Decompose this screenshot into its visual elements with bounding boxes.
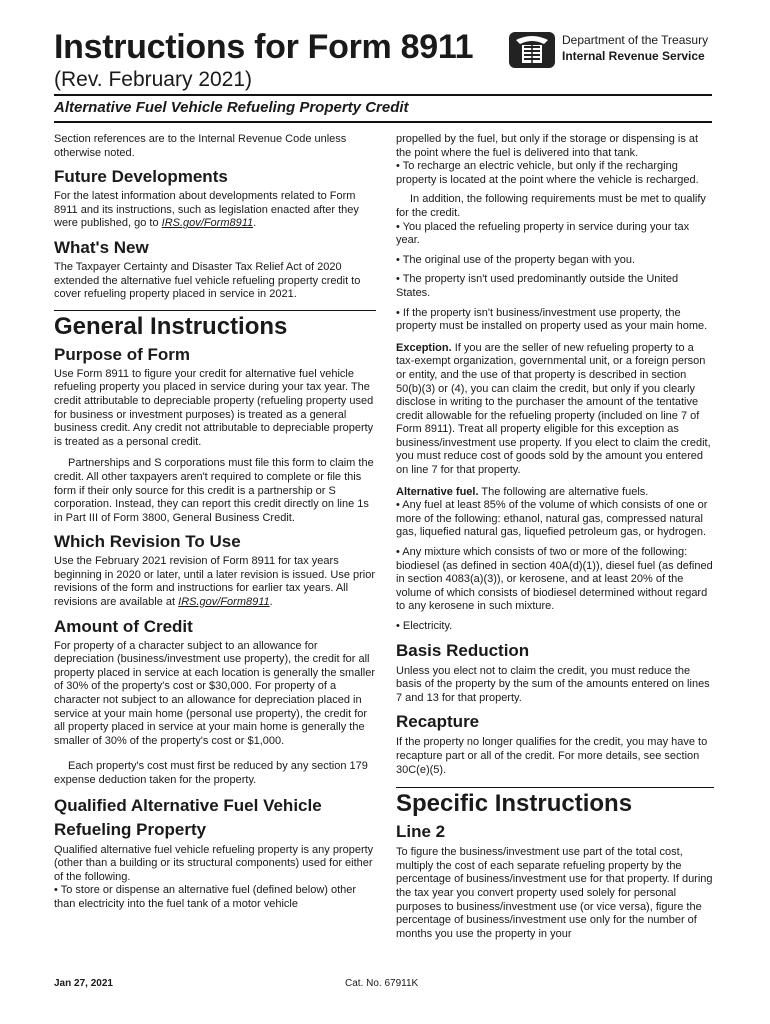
- intro-paragraph: Section references are to the Internal Revenue Code unless otherwise noted.: [54, 133, 347, 159]
- alternative-fuel-paragraph: Alternative fuel. The following are alternative fuels.: [396, 485, 649, 498]
- amount-paragraph-1: For property of a character subject to an allowance for depreciation (business/investment use property), the credit for all property placed in service at each location is generally the smaller of 30% of the property's cost or $30,000. For property of a character not subject to an allowance for depreciation placed in service at your main home (personal use property), the credit for all property placed in service at your main home is generally the smaller of 30% of the property's cost or $1,000.: [54, 639, 375, 747]
- line-2-paragraph: To figure the business/investment use part of the total cost, multiply the cost of each separate refueling property by the percentage of business/investment use for that property. If during the tax year you convert property used solely for personal purposes to business/investment use (or vice versa), figure the percentage of business/investment use only for the number of months you use the property in your: [396, 846, 713, 940]
- irs-form8911-link[interactable]: IRS.gov/Form8911: [161, 217, 254, 230]
- heading-which-revision: Which Revision To Use: [54, 532, 241, 552]
- left-column: [54, 133, 376, 918]
- requirement-bullet-1: • You placed the refueling property in service during your tax year.: [396, 220, 690, 247]
- right-column: [396, 133, 714, 947]
- heading-purpose-of-form: Purpose of Form: [54, 344, 191, 364]
- heading-basis-reduction: Basis Reduction: [396, 640, 530, 660]
- basis-reduction-paragraph: Unless you elect not to claim the credit, you must reduce the basis of the property by the sum of the amounts entered on lines 7 and 13 for that property.: [396, 664, 710, 704]
- revision-date: (Rev. February 2021): [54, 68, 253, 91]
- alternative-fuel-bullet-2: • Any mixture which consists of two or more of the following: biodiesel (as defined in section 40A(d)(1)), diesel fuel (as defined in section 4083(a)(3)), or kerosene, and at least 20% of the volume of which consists of biodiesel determined without regard to any kerosene in such mixture.: [396, 546, 713, 613]
- agency-irs: Internal Revenue Service: [562, 49, 705, 63]
- document-subtitle: Alternative Fuel Vehicle Refueling Property Credit: [54, 99, 409, 116]
- purpose-paragraph-2: Partnerships and S corporations must file this form to claim the credit. All other taxpayers aren't required to complete or file this form if their only source for this credit is a partnership or S corporation. Instead, they can report this credit directly on line 1s in Part III of Form 3800, General Business Credit.: [54, 457, 374, 524]
- heading-general-instructions: General Instructions: [54, 312, 288, 340]
- exception-paragraph: Exception. If you are the seller of new refueling property to a tax-exempt organization, governmental unit, or a foreign person or entity, and the use of that property is described in section 50(b)(3) or (4), you can claim the credit, but only if you clearly disclose in writing to the purchaser the amount of the tentative credit allowable for the refueling property (included on line 7 of Form 8911). Treat all property eligible for this exception as business/investment use property. If you elect to claim the credit, you must reduce cost of goods sold by the amount you entered on line 7 for that property.: [396, 341, 711, 477]
- qualified-property-paragraph: Qualified alternative fuel vehicle refueling property is any property (other than a building or its structural components) used for either of the following.: [54, 843, 374, 883]
- alternative-fuel-bullet-3: • Electricity.: [396, 620, 453, 632]
- irs-form8911-link-2[interactable]: IRS.gov/Form8911: [178, 596, 270, 609]
- section-rule: [54, 310, 376, 311]
- header-rule-top: [54, 94, 712, 96]
- which-revision-paragraph: Use the February 2021 revision of Form 8911 for tax years beginning in 2020 or later, until a later revision is issued. Use prior revisions of the form and instructions for earlier tax years. All revisions are available at IRS.gov/Form8911.: [54, 555, 376, 609]
- qualified-bullet-2: • To recharge an electric vehicle, but only if the recharging property is located at the point where the vehicle is recharged.: [396, 160, 699, 186]
- irs-eagle-logo-icon: [508, 30, 556, 70]
- heading-future-developments: Future Developments: [54, 167, 228, 187]
- exception-label: Exception.: [396, 341, 452, 354]
- alternative-fuel-label: Alternative fuel.: [396, 485, 479, 498]
- amount-paragraph-2: Each property's cost must first be reduced by any section 179 expense deduction taken for the property.: [54, 760, 368, 786]
- future-developments-paragraph: For the latest information about developments related to Form 8911 and its instructions, such as legislation enacted after they were published, go to IRS.gov/Form8911.: [54, 190, 359, 230]
- section-rule-2: [396, 787, 714, 788]
- qualified-bullet-1: • To store or dispense an alternative fuel (defined below) other than electricity into the fuel tank of a motor vehicle: [54, 884, 357, 910]
- continued-paragraph: propelled by the fuel, but only if the storage or dispensing is at the point where the fuel is delivered into that tank.: [396, 133, 699, 159]
- requirements-paragraph: In addition, the following requirements must be met to qualify for the credit.: [396, 193, 706, 219]
- requirement-bullet-4: • If the property isn't business/investment use property, the property must be installed on property used as your main home.: [396, 306, 708, 333]
- heading-specific-instructions: Specific Instructions: [396, 790, 633, 818]
- heading-whats-new: What's New: [54, 237, 149, 257]
- alternative-fuel-bullet-1: • Any fuel at least 85% of the volume of which consists of one or more of the following: ethanol, natural gas, compressed natural gas, liquefied natural gas, liquefied petroleum gas, or hydrogen.: [396, 499, 708, 539]
- recapture-paragraph: If the property no longer qualifies for the credit, you may have to recapture part or all of the credit. For more details, see section 30C(e)(5).: [396, 736, 708, 776]
- header-rule-bottom: [54, 121, 712, 123]
- requirement-bullet-3: • The property isn't used predominantly outside the United States.: [396, 273, 679, 299]
- purpose-paragraph-1: Use Form 8911 to figure your credit for alternative fuel vehicle refueling property you placed in service during your tax year. The credit attributable to depreciable property (refueling property used for business or investment purposes) is treated as a general business credit. Any credit not attributable to depreciable property is treated as a personal credit.: [54, 367, 374, 448]
- requirement-bullet-2: • The original use of the property began with you.: [396, 253, 636, 266]
- heading-qualified-property: Qualified Alternative Fuel Vehicle Refueling Property: [54, 795, 322, 839]
- heading-line-2: Line 2: [396, 822, 446, 842]
- whats-new-paragraph: The Taxpayer Certainty and Disaster Tax Relief Act of 2020 extended the alternative fuel vehicle refueling property credit to cover refueling property placed in service in 2021.: [54, 260, 361, 301]
- agency-department: Department of the Treasury: [562, 33, 709, 47]
- footer-catalog-number: Cat. No. 67911K: [345, 978, 419, 989]
- agency-block: [562, 32, 708, 64]
- heading-amount-of-credit: Amount of Credit: [54, 616, 193, 636]
- heading-recapture: Recapture: [396, 712, 480, 732]
- footer-date: Jan 27, 2021: [54, 978, 113, 989]
- document-title: Instructions for Form 8911: [54, 28, 474, 66]
